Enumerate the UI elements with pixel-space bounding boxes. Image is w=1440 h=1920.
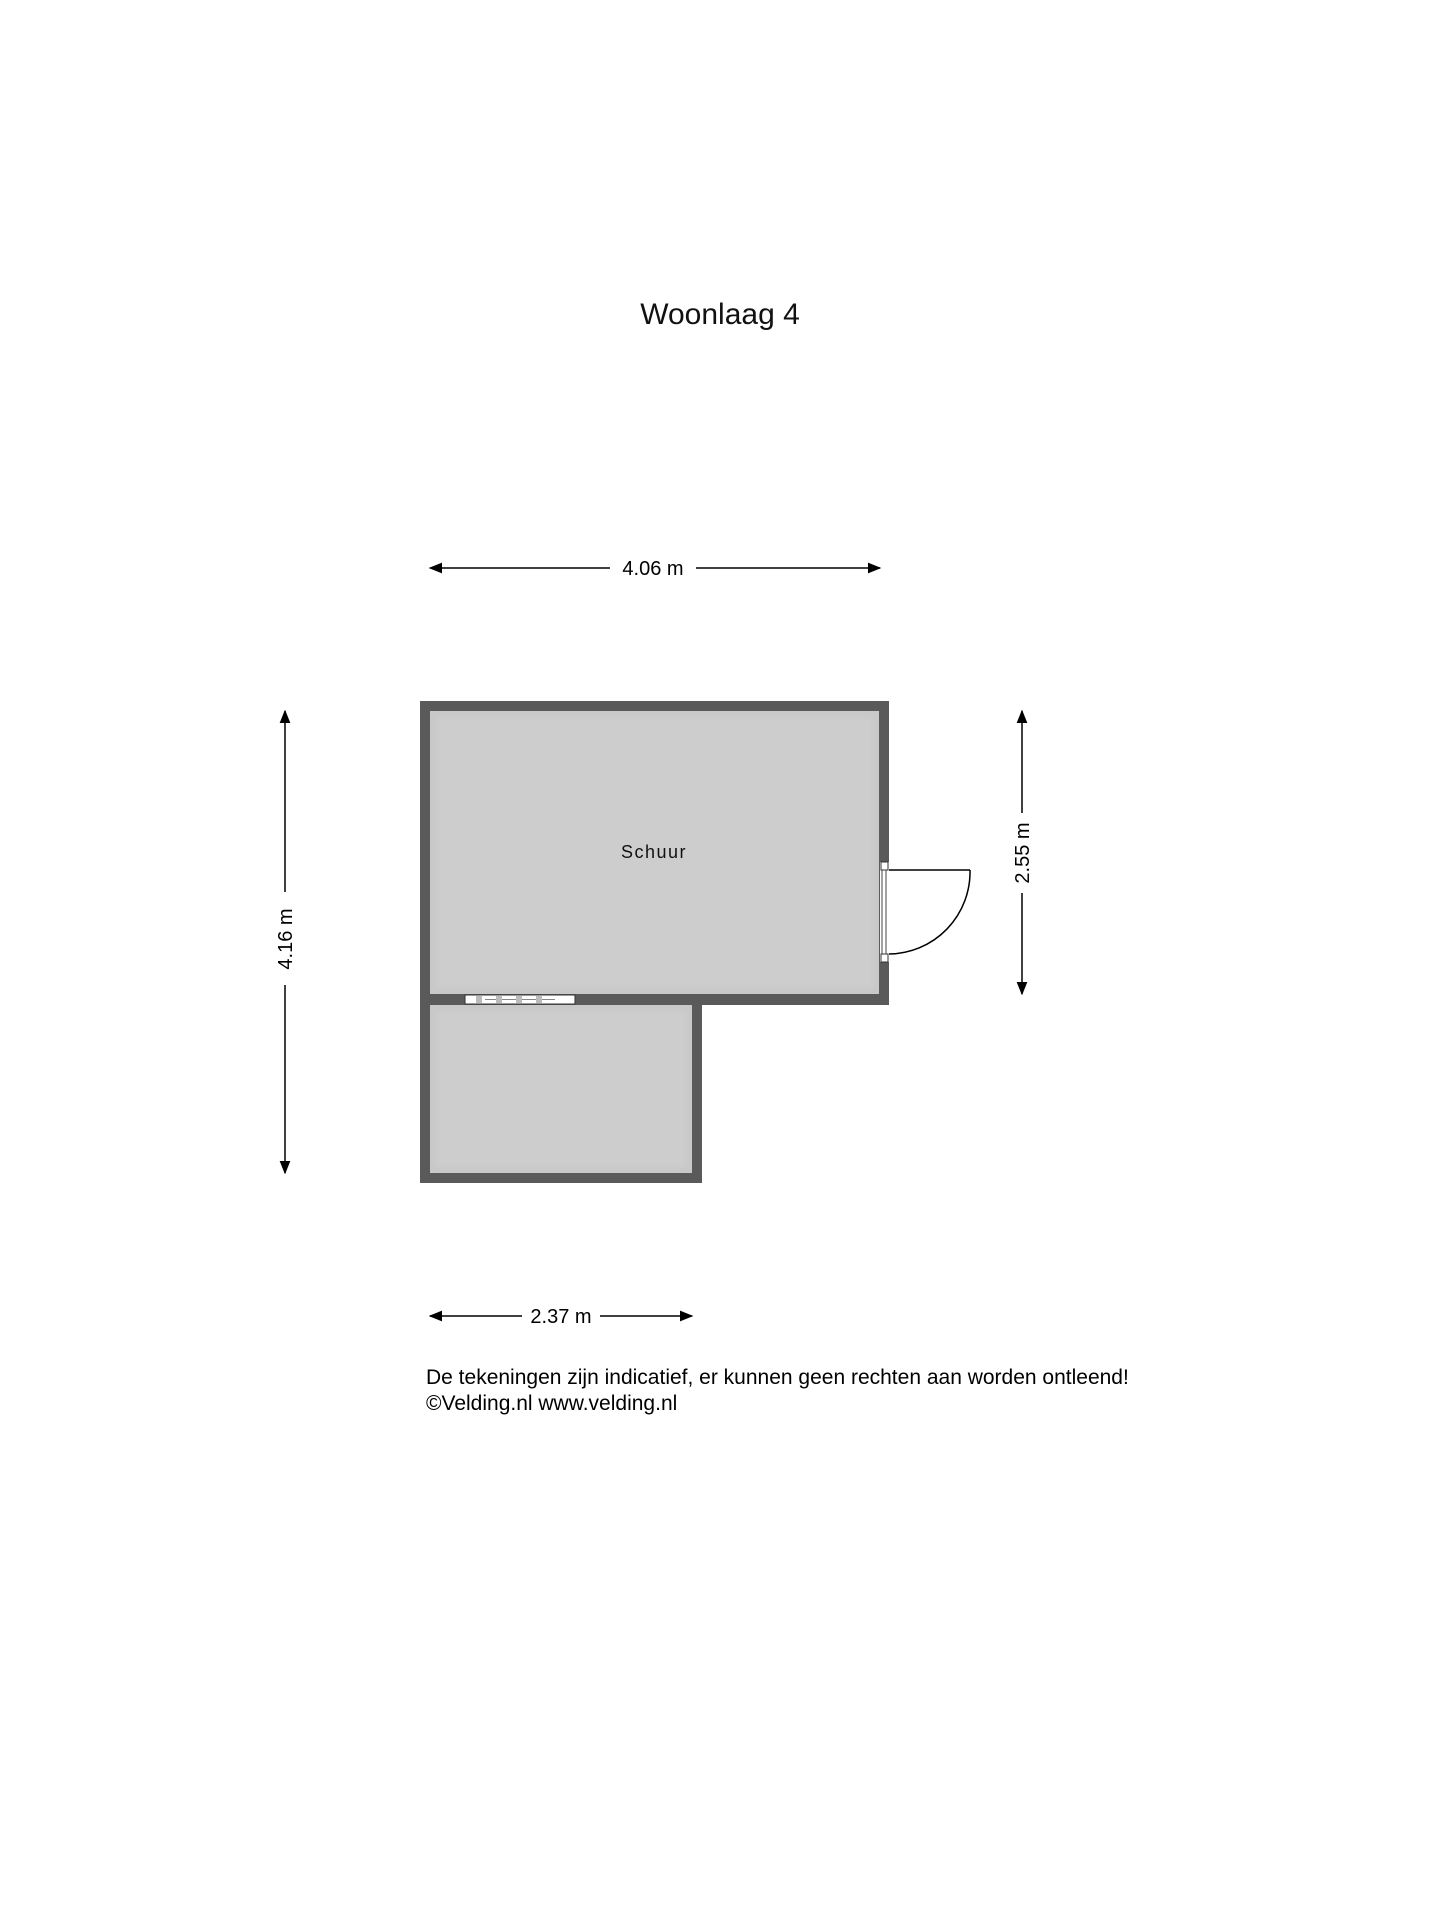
dimension-label-top: 4.06 m [622, 558, 684, 580]
dimension-left-height [275, 711, 297, 1173]
dimension-bottom-width [430, 1306, 692, 1328]
room-label-schuur: Schuur [620, 842, 688, 862]
dimension-top-width [430, 558, 880, 580]
disclaimer-line: De tekeningen zijn indicatief, er kunnen geen rechten aan worden ontleend! [426, 1366, 1129, 1389]
dimension-right-height [1012, 711, 1034, 994]
dimension-label-bottom: 2.37 m [530, 1306, 592, 1328]
room-storage [430, 1005, 692, 1173]
dimension-label-right: 2.55 m [1012, 822, 1034, 884]
sliding-door [465, 995, 575, 1004]
floor-title: Woonlaag 4 [640, 298, 800, 331]
copyright-line: ©Velding.nl www.velding.nl [426, 1392, 678, 1415]
dimension-label-left: 4.16 m [275, 908, 297, 970]
door-swing [880, 862, 970, 962]
disclaimer [426, 1365, 1129, 1417]
